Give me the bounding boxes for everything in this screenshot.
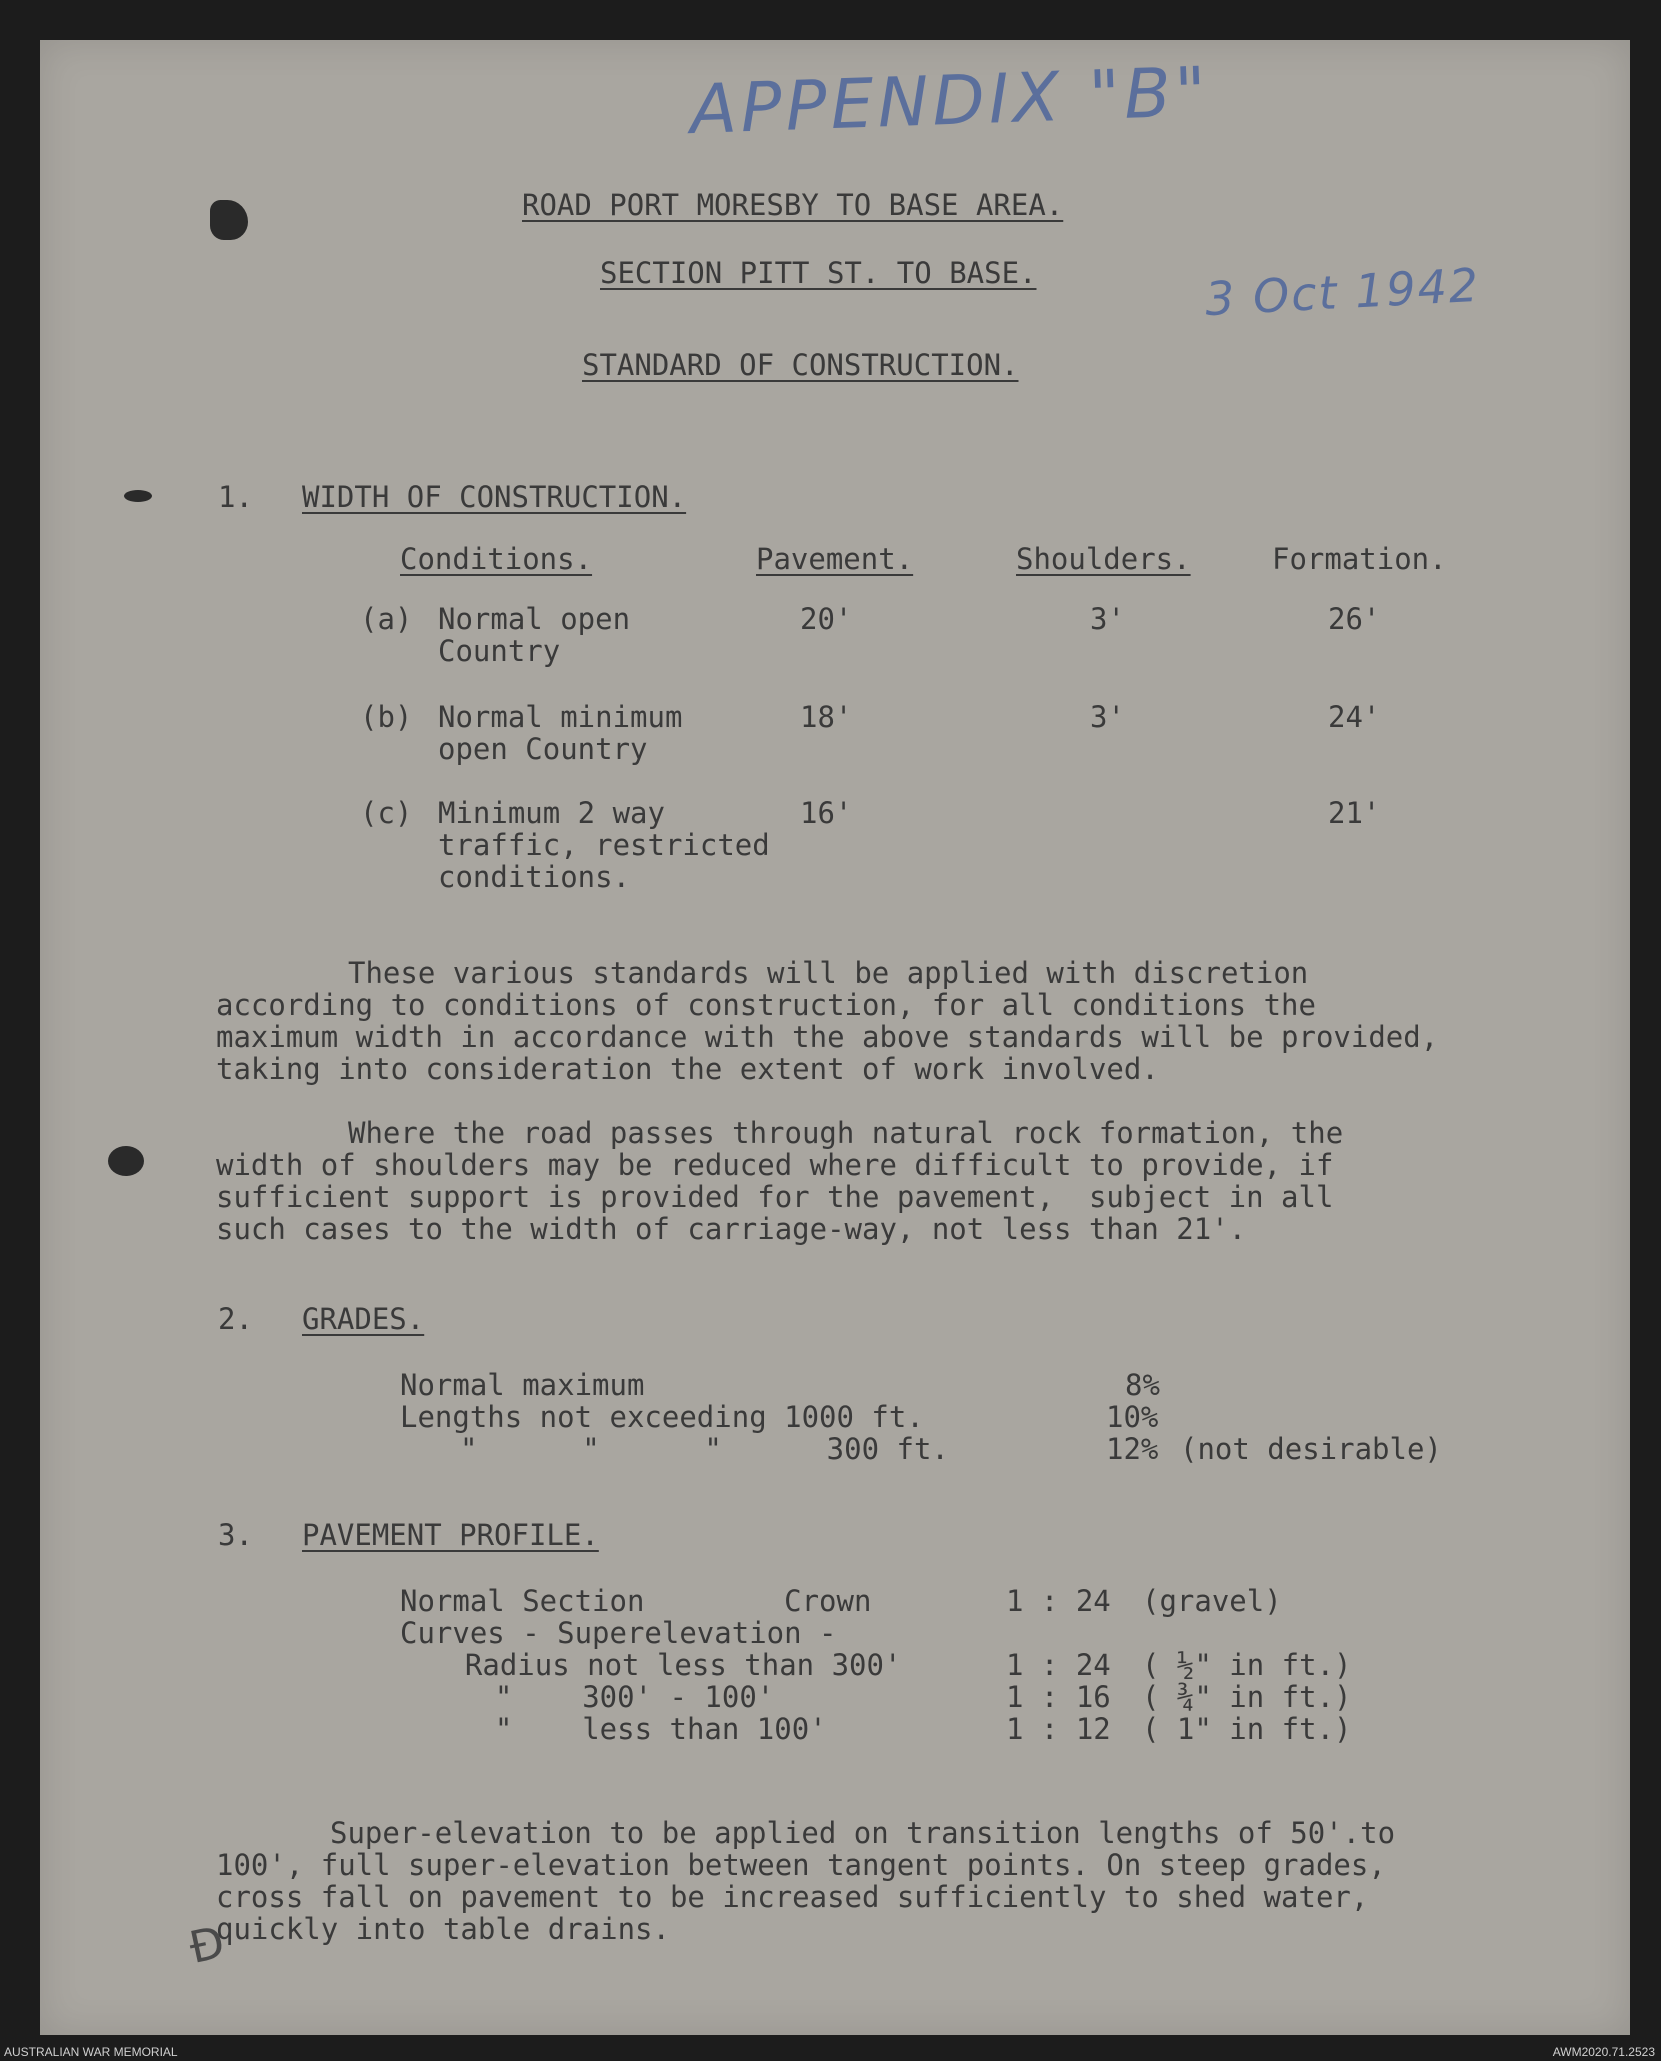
section-number: 1. [218, 480, 253, 514]
row-label: (c) [360, 796, 413, 830]
paragraph-line: sufficient support is provided for the pavement, subject in all [216, 1180, 1334, 1214]
title: ROAD PORT MORESBY TO BASE AREA. [522, 188, 1064, 222]
section-heading: SECTION PITT ST. TO BASE. [600, 256, 1037, 290]
grade-note: (not desirable) [1180, 1432, 1442, 1466]
profile-note: ( ½" in ft.) [1142, 1648, 1352, 1682]
row-shoulders: 3' [1090, 700, 1125, 734]
row-formation: 21' [1328, 796, 1381, 830]
row-condition-line: Normal open [438, 602, 631, 636]
profile-note: (gravel) [1142, 1584, 1282, 1618]
handwritten-initials-mark: Ð [185, 1917, 230, 1974]
row-label: (b) [360, 700, 413, 734]
row-formation: 24' [1328, 700, 1381, 734]
profile-label: Radius not less than 300' [430, 1648, 902, 1682]
row-condition-line: conditions. [438, 860, 631, 894]
row-pavement: 18' [800, 700, 853, 734]
paragraph-line: 100', full super-elevation between tangent points. On steep grades, [216, 1848, 1386, 1882]
paragraph-line: These various standards will be applied with discretion [348, 956, 1309, 990]
row-condition-line: Minimum 2 way [438, 796, 665, 830]
paragraph-line: maximum width in accordance with the above standards will be provided, [216, 1020, 1439, 1054]
section-title: PAVEMENT PROFILE. [302, 1518, 599, 1552]
grade-value: 12% [1106, 1432, 1159, 1466]
profile-ratio: 1 : 24 [1006, 1648, 1111, 1682]
ink-blot [124, 490, 152, 502]
paragraph-line: width of shoulders may be reduced where difficult to provide, if [216, 1148, 1334, 1182]
col-header-conditions: Conditions. [400, 542, 593, 576]
paragraph-line: according to conditions of construction, for all conditions the [216, 988, 1316, 1022]
grade-label: Lengths not exceeding 1000 ft. [400, 1400, 924, 1434]
grade-value: 10% [1106, 1400, 1159, 1434]
handwritten-date: 3 Oct 1942 [1203, 257, 1482, 327]
document-page [40, 40, 1630, 2035]
paragraph-line: Where the road passes through natural rock formation, the [348, 1116, 1344, 1150]
section-title: WIDTH OF CONSTRUCTION. [302, 480, 687, 514]
profile-ratio: 1 : 24 [1006, 1584, 1111, 1618]
paragraph-line: taking into consideration the extent of work involved. [216, 1052, 1159, 1086]
col-header-formation: Formation. [1272, 542, 1447, 576]
section-title: GRADES. [302, 1302, 425, 1336]
profile-note: ( 1" in ft.) [1142, 1712, 1352, 1746]
paragraph-line: quickly into table drains. [216, 1912, 670, 1946]
row-condition-line: Normal minimum [438, 700, 683, 734]
grade-value: 8% [1125, 1368, 1160, 1402]
profile-label: Curves - Superelevation - [400, 1616, 837, 1650]
grade-label: " " " 300 ft. [460, 1432, 949, 1466]
standard-heading: STANDARD OF CONSTRUCTION. [582, 348, 1019, 382]
row-condition-line: Country [438, 634, 561, 668]
row-condition-line: traffic, restricted [438, 828, 770, 862]
profile-ratio: 1 : 16 [1006, 1680, 1111, 1714]
row-shoulders: 3' [1090, 602, 1125, 636]
paragraph-line: Super-elevation to be applied on transition lengths of 50'.to [330, 1816, 1396, 1850]
row-pavement: 20' [800, 602, 853, 636]
profile-note: ( ¾" in ft.) [1142, 1680, 1352, 1714]
footer-left-label: AUSTRALIAN WAR MEMORIAL [4, 2045, 178, 2059]
section-number: 2. [218, 1302, 253, 1336]
footer-right-label: AWM2020.71.2523 [1552, 2045, 1655, 2059]
profile-label: " less than 100' [460, 1712, 827, 1746]
row-pavement: 16' [800, 796, 853, 830]
section-number: 3. [218, 1518, 253, 1552]
row-label: (a) [360, 602, 413, 636]
paragraph-line: cross fall on pavement to be increased sufficiently to shed water, [216, 1880, 1369, 1914]
profile-label: Normal Section Crown [400, 1584, 872, 1618]
col-header-pavement: Pavement. [756, 542, 914, 576]
profile-label: " 300' - 100' [460, 1680, 775, 1714]
grade-label: Normal maximum [400, 1368, 645, 1402]
profile-ratio: 1 : 12 [1006, 1712, 1111, 1746]
paragraph-line: such cases to the width of carriage-way, not less than 21'. [216, 1212, 1247, 1246]
handwritten-appendix-label: APPENDIX "B" [688, 52, 1212, 151]
row-condition-line: open Country [438, 732, 648, 766]
row-formation: 26' [1328, 602, 1381, 636]
col-header-shoulders: Shoulders. [1016, 542, 1191, 576]
ink-blot [108, 1146, 144, 1176]
punch-hole-mark [210, 200, 248, 240]
